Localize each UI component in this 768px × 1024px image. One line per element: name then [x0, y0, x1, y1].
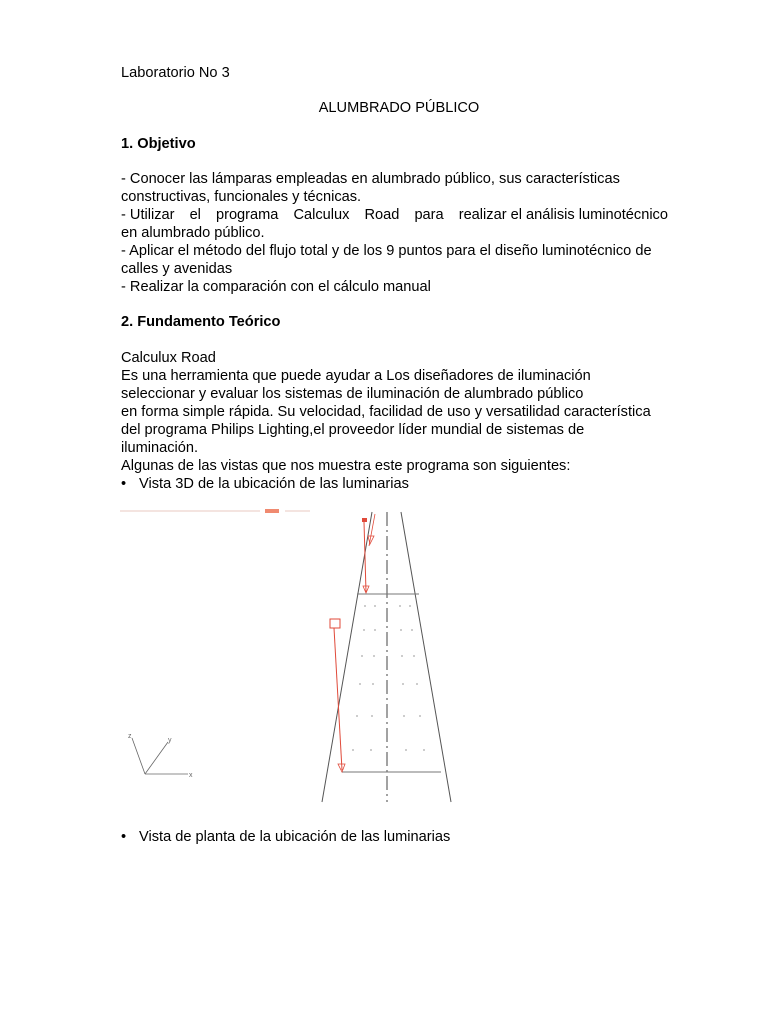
obj2-word: para: [414, 207, 444, 223]
objective-3-line2: calles y avenidas: [121, 261, 233, 277]
obj2-word: Calculux: [293, 207, 350, 223]
luminaire-pole: [334, 628, 342, 770]
luminaire-icon: [330, 619, 340, 628]
paragraph-line: en forma simple rápida. Su velocidad, facilidad de uso y versatilidad característica: [121, 404, 651, 420]
paragraph-line: seleccionar y evaluar los sistemas de iluminación de alumbrado público: [121, 386, 584, 402]
section1-heading: 1. Objetivo: [121, 136, 196, 152]
bullet-text: Vista de planta de la ubicación de las luminarias: [139, 829, 451, 845]
luminaire-icon: [362, 518, 367, 522]
paragraph-line: Algunas de las vistas que nos muestra este programa son siguientes:: [121, 458, 571, 474]
y-axis-label: y: [168, 737, 172, 744]
z-axis-line: [132, 738, 145, 774]
obj2-word: - Utilizar: [121, 207, 175, 223]
grid-points: [352, 605, 425, 751]
bullet-text: Vista 3D de la ubicación de las luminarias: [139, 476, 409, 492]
bullet-item-plan-view: [121, 828, 450, 846]
objective-2-line2: en alumbrado público.: [121, 225, 265, 241]
y-axis-line: [145, 742, 168, 774]
road-3d-view-figure: [120, 506, 460, 806]
objective-2-line1: [121, 206, 668, 224]
luminaire-beam: [369, 514, 375, 546]
road-right-edge: [401, 512, 451, 802]
obj2-word: Road: [364, 207, 400, 223]
subheading-calculux: Calculux Road: [121, 350, 216, 366]
paragraph-line: del programa Philips Lighting,el proveedor líder mundial de sistemas de: [121, 422, 585, 438]
bullet-symbol: •: [121, 829, 127, 845]
lab-title: Laboratorio No 3: [121, 65, 230, 81]
obj2-word: programa: [215, 207, 279, 223]
obj2-word: el: [189, 207, 201, 223]
bullet-symbol: •: [121, 476, 127, 492]
x-axis-label: x: [189, 772, 193, 779]
objective-4: - Realizar la comparación con el cálculo manual: [121, 279, 431, 295]
main-title: ALUMBRADO PÚBLICO: [318, 100, 480, 116]
objective-1-line2: constructivas, funcionales y técnicas.: [121, 189, 362, 205]
section2-heading: 2. Fundamento Teórico: [121, 314, 281, 330]
objective-1-line1: - Conocer las lámparas empleadas en alumbrado público, sus características: [121, 171, 620, 187]
z-axis-label: z: [128, 733, 132, 740]
paragraph-line: Es una herramienta que puede ayudar a Los diseñadores de iluminación: [121, 368, 591, 384]
paragraph-line: iluminación.: [121, 440, 199, 456]
obj2-word: realizar el análisis luminotécnico: [458, 207, 668, 223]
objective-3-line1: - Aplicar el método del flujo total y de los 9 puntos para el diseño luminotécnico de: [121, 243, 652, 259]
header-smudge-red: [265, 509, 279, 513]
bullet-item-3d-view: [121, 475, 409, 493]
